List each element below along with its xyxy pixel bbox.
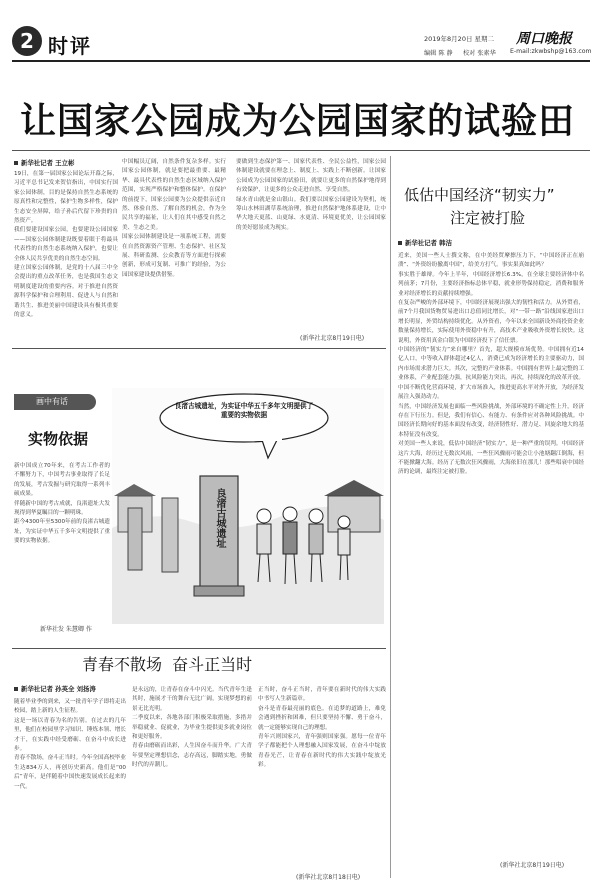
monument-inscription: 良渚古城遗址 bbox=[214, 488, 225, 548]
bottom-column-2: 是永远的，让青春在奋斗中闪光。当代青年生逢其时，施展才干的舞台无比广阔，实现梦想的前景无比光明。 二季度以来，各地各部门积极采取措施，多措并举稳就业、促就业，为毕业生提供更多就业岗位和更好服务。 青春由磨砺而出彩，人生因奋斗而升华。广大青年要坚定理想信念，志存高远，脚踏实地，勇做时代的弄潮儿。 bbox=[132, 687, 252, 769]
newspaper-brand: 周口晚报 bbox=[516, 31, 572, 47]
side-headline-line2: 注定被打脸 bbox=[450, 209, 526, 227]
cartoon-caption: 新中国成立70年来，在考古工作者的不懈努力下，中国考古事业取得了长足的发展，考古发掘与研究取得一系列丰硕成果。 伴随新中国的考古成就，良渚遗址大发现得到华夏瞩目的一颗明珠。 距今4300年至5300年前的良渚古城遗址，为实证中华五千多年文明提供了重要的实物依据。 bbox=[14, 463, 110, 545]
section-name: 时评 bbox=[48, 34, 92, 58]
side-byline: 新华社记者 韩洁 bbox=[398, 238, 452, 247]
contact-email: E-mail:zkwbshp@163.com bbox=[510, 48, 592, 55]
masthead-rule bbox=[12, 60, 590, 62]
side-source: (新华社北京8月19日电) bbox=[500, 862, 565, 869]
cartoon-tag bbox=[14, 394, 96, 410]
cartoon-tag-label: 画中有话 bbox=[36, 397, 68, 406]
bottom-column-1: 随着毕业季的到来，又一批青年学子即将走出校园，踏上新的人生征程。 这是一场以青春为名的告别。在过去的几年里，他们在校园里学习知识、锤炼本领、增长才干，在实践中经受磨砺、在奋斗中成长进步。 青春不散场，奋斗正当时。今年全国高校毕业生达834万人，再创历史新高。他们是“00后”青年，是伴随着中国快速发展成长起来的一代。 bbox=[14, 699, 126, 790]
issue-date: 2019年8月20日 星期二 bbox=[424, 35, 495, 43]
cartoon-top-rule bbox=[12, 348, 386, 349]
lead-column-3: 要做到生态保护第一、国家代表性、全民公益性，国家公园体制建设就要在理念上、制度上、实践上不断创新。让国家公园成为公园国家的试验田，就要让更多的自然保护地得到有效保护，让更多的公众走进自然、享受自然。 绿水青山就是金山银山。我们要以国家公园建设为契机，统筹山水林田湖草系统治理，推进自然保护地体系建设，让中华大地天更蓝、山更绿、水更清、环境更优美，让公园国家的美好愿景成为现实。 bbox=[236, 159, 386, 231]
cartoon-credit: 新华社发 朱慧卿 作 bbox=[40, 626, 92, 633]
page-number-badge bbox=[12, 26, 42, 56]
bottom-headline: 青春不散场 奋斗正当时 bbox=[82, 655, 253, 674]
lead-source: (新华社北京8月19日电) bbox=[300, 335, 365, 342]
headline-rule bbox=[12, 150, 590, 151]
bottom-top-rule bbox=[12, 648, 386, 649]
lead-byline: 新华社记者 王立彬 bbox=[14, 158, 74, 167]
lead-column-1: 19日，在第一届国家公园论坛开幕之际，习近平总书记发来贺信指出，中国实行国家公园体制，目的是保持自然生态系统的原真性和完整性，保护生物多样性，保护生态安全屏障，给子孙后代留下珍贵的自然资产。 我们要建设国家公园，也要建设公园国家——国家公园体制建设既要着眼于将最具代表性的自然生态系统纳入保护，也要让全体人民共享优美的自然生态空间。 建立国家公园体制，是党的十八届三中全会提出的重点改革任务，也是我国生态文明制度建设的重要内容。对于推进自然资源科学保护和合理利用、促进人与自然和谐共生、推进美丽中国建设具有极其重要的意义。 bbox=[14, 171, 118, 319]
lead-column-2: 中国幅员辽阔，自然条件复杂多样。实行国家公园体制，就是要把最重要、最精华、最具代表性的自然生态区域纳入保护范围，实现严格保护和整体保护。在保护的前提下，国家公园要为公众提供亲近自然、体验自然、了解自然的机会，作为全民共享的福祉，让人们在其中感受自然之美、生态之美。 国家公园体制建设是一项系统工程，需要在自然资源资产管理、生态保护、社区发展、科研监测、公众教育等方面进行探索创新，形成可复制、可推广的经验，为公园国家建设提供借鉴。 bbox=[122, 159, 226, 278]
speech-bubble-text: 良渚古城遗址，为实证中华五千多年文明提供了重要的实物依据 bbox=[174, 402, 314, 419]
bottom-byline: 新华社记者 孙英全 刘扬涛 bbox=[14, 684, 96, 693]
right-column-rule bbox=[390, 156, 391, 878]
bottom-column-3: 正当时，奋斗正当时，青年要在新时代的伟大实践中书写人生新篇章。 奋斗是青春最亮丽的底色。在追梦的道路上，难免会遇到挫折和困难，但只要坚持不懈、勇于奋斗，就一定能够实现自己的理想。 青年兴则国家兴，青年强则国家强。愿每一位青年学子都能把个人理想融入国家发展，在奋斗中绽放青春光芒，让青春在新时代的伟大实践中绽放光彩。 bbox=[258, 687, 386, 769]
editor-credit: 编辑 陈 静 bbox=[424, 50, 453, 57]
cartoon-title: 实物依据 bbox=[28, 430, 89, 448]
proofreader-credit: 校对 张素华 bbox=[463, 50, 496, 57]
page-number: 2 bbox=[20, 29, 34, 53]
bottom-source: (新华社北京8月18日电) bbox=[296, 874, 361, 881]
main-headline: 让国家公园成为公园国家的试验田 bbox=[20, 100, 576, 142]
cartoon-illustration bbox=[112, 388, 384, 624]
side-headline-line1: 低估中国经济“韧实力” bbox=[404, 186, 555, 204]
cartoon-drawing bbox=[112, 388, 384, 624]
side-body: 近来，美国一些人士撰文称，在中美经贸摩擦压力下，“中国经济正在崩溃”、“外资纷纷撤离中国”，给美方打气。事实果真如此吗？ 事实胜于雄辩。今年上半年，中国经济增长6.3%，在全球主要经济体中名列前茅；7月份，主要经济指标总体平稳，就业形势保持稳定，消费和服务业对经济增长的贡献持续增强。 在复杂严峻的外部环境下，中国经济展现出强大的韧性和活力。从外贸看，前7个月我国货物贸易进出口总值同比增长，对“一带一路”沿线国家进出口增长明显，外贸结构持续优化。从外资看，今年以来全国新设外商投资企业数量保持增长，实际使用外资稳中有升，高技术产业吸收外资增长较快。这说明，外资用真金白银为中国经济投下了信任票。 中国经济的“韧实力”来自哪里？首先，超大规模市场优势。中国拥有近14亿人口，中等收入群体超过4亿人，消费已成为经济增长的主要驱动力，国内市场需求潜力巨大。其次，完整的产业体系。中国拥有世界上最完整的工业体系，产业配套能力强，抗风险能力突出。再次，持续深化的改革开放。中国不断优化营商环境，扩大市场准入，推进更高水平对外开放，为经济发展注入强劲动力。 当然，中国经济发展也面临一些风险挑战，外部环境的不确定性上升，经济存在下行压力。但是，我们有信心、有能力、有条件应对各种风险挑战。中国经济长期向好的基本面没有改变，经济韧性好、潜力足、回旋余地大的基本特征没有改变。 对美国一些人来说，低估中国经济“韧实力”，是一种严重的误判。中国经济这片大海，经历过无数次风雨，一些狂风骤雨可能会让小池塘翻江倒海，但不能掀翻大海。经历了无数次狂风骤雨，大海依旧在那儿！那些唱衰中国经济的论调，最终注定被打脸。 bbox=[398, 253, 584, 476]
